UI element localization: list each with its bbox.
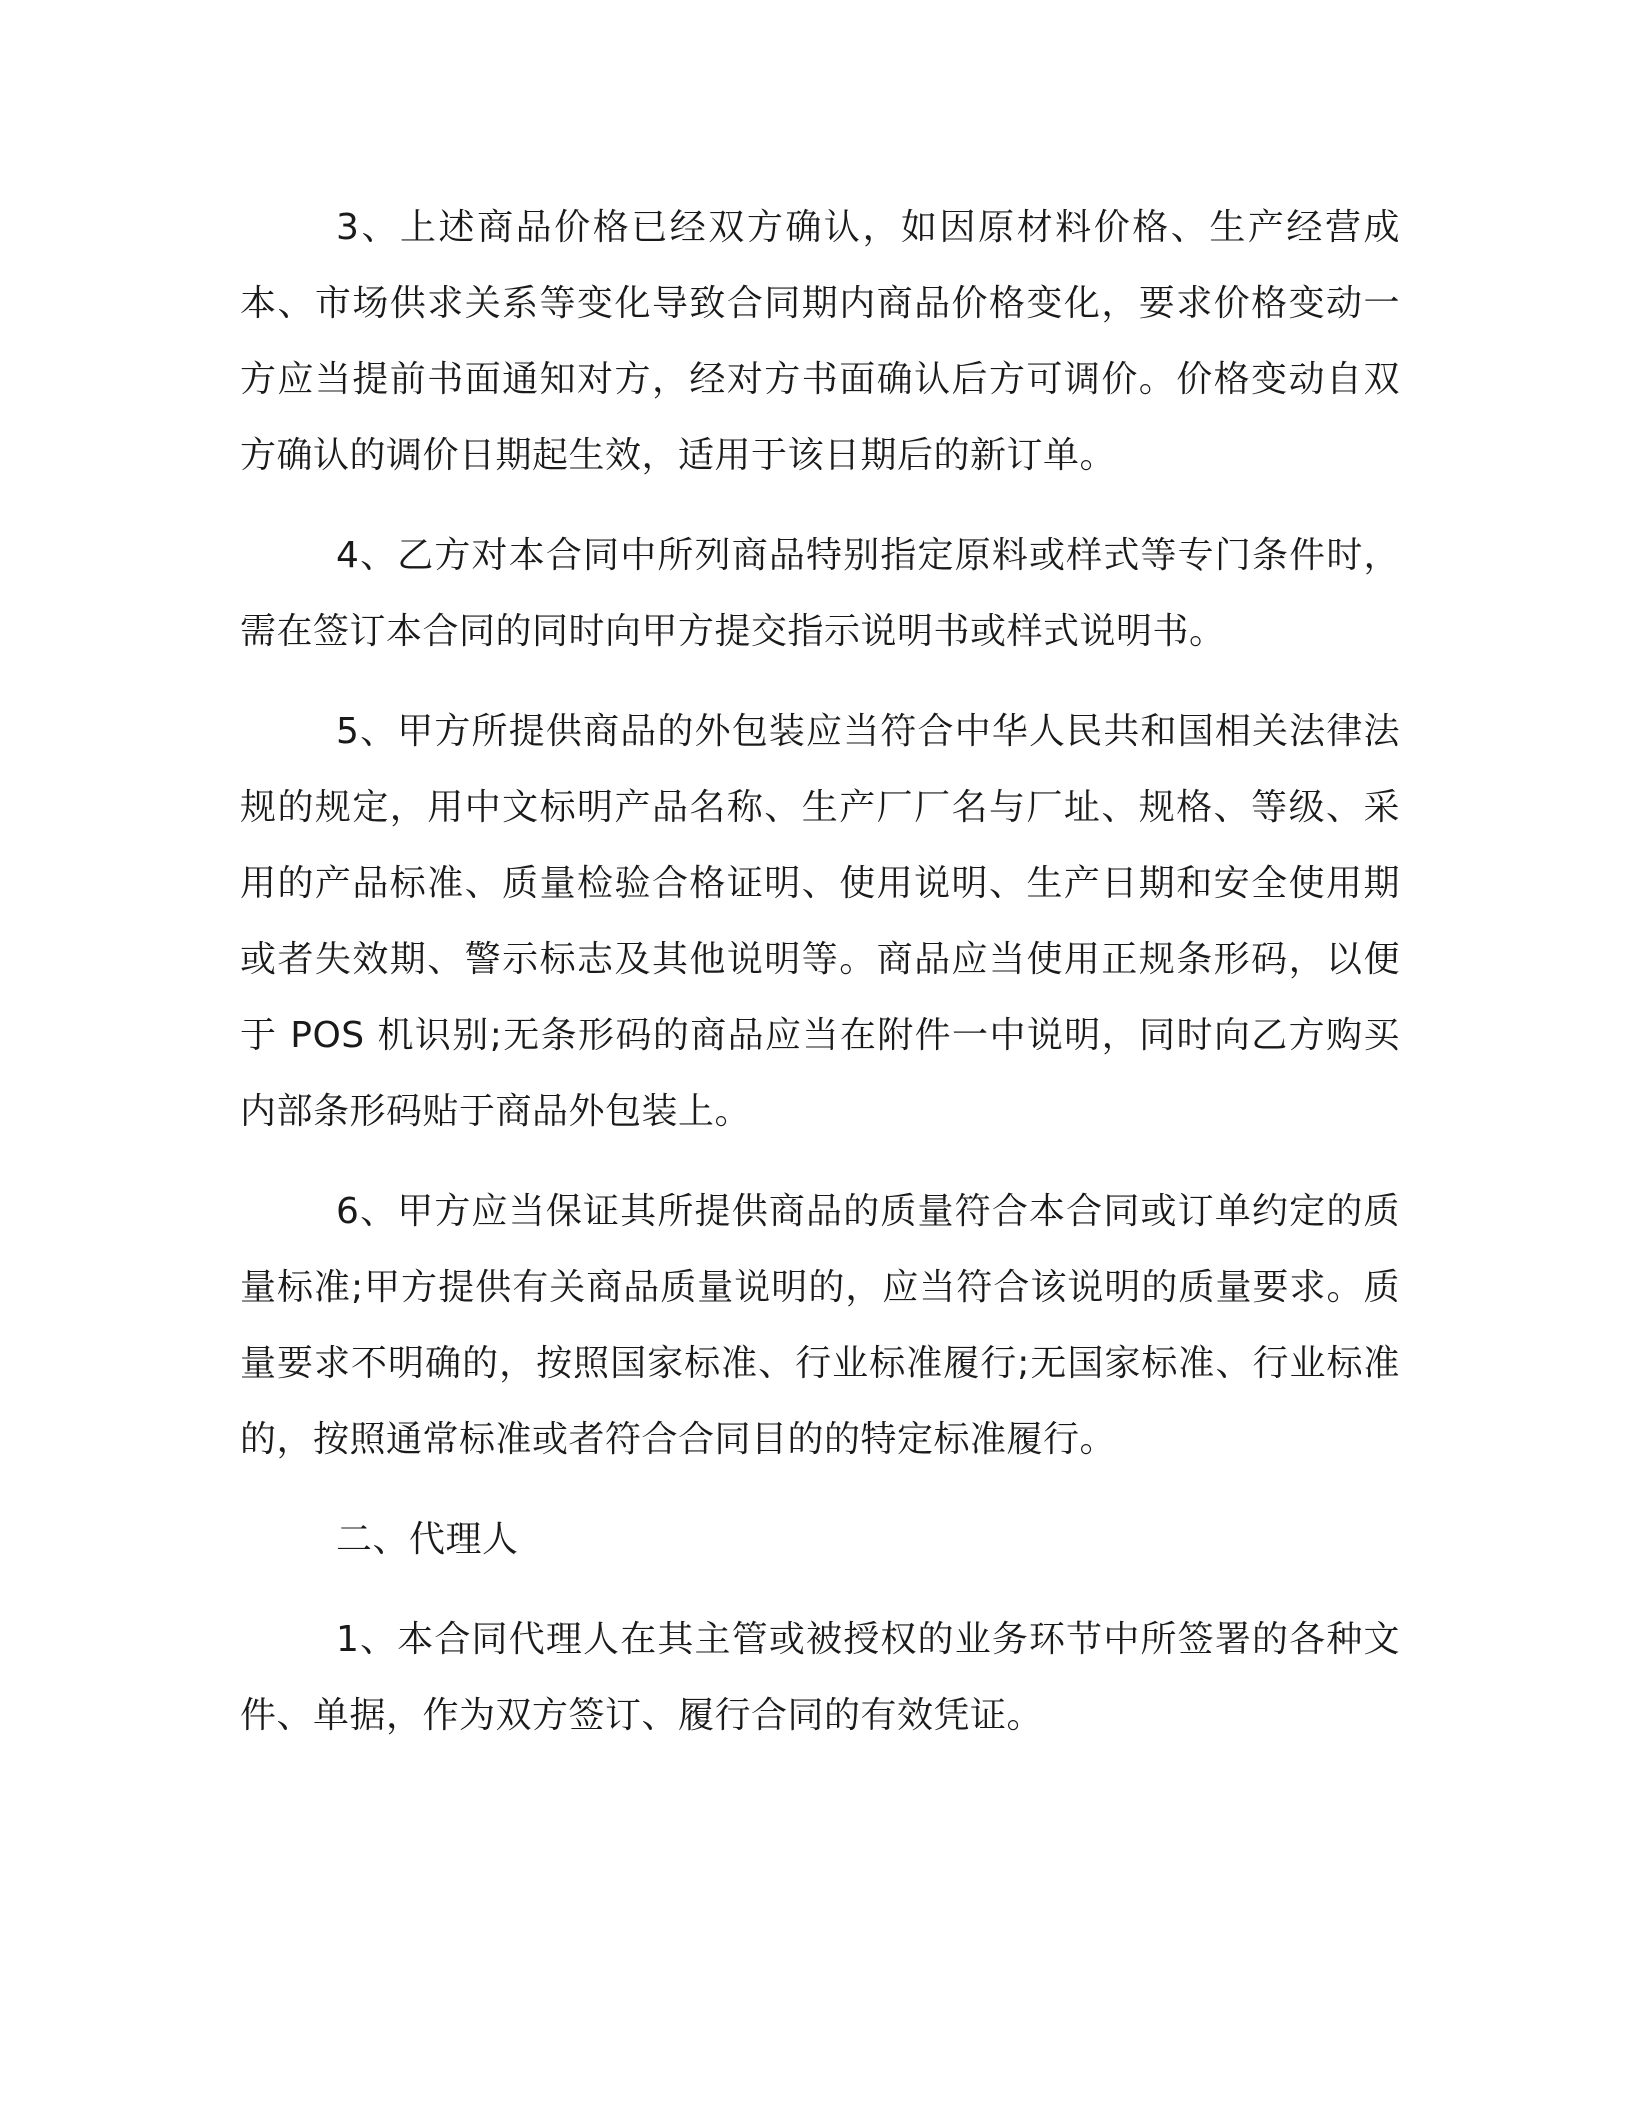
clause-3-paragraph: 3、上述商品价格已经双方确认，如因原材料价格、生产经营成本、市场供求关系等变化导致合同期内商品价格变化，要求价格变动一方应当提前书面通知对方，经对方书面确认后方可调价。价格变动自双方确认的调价日期起生效，适用于该日期后的新订单。 bbox=[240, 207, 1400, 476]
document-body bbox=[240, 190, 1400, 1778]
section-heading: 二、代理人 bbox=[336, 1519, 519, 1560]
clause-5-paragraph: 5、甲方所提供商品的外包装应当符合中华人民共和国相关法律法规的规定，用中文标明产品名称、生产厂厂名与厂址、规格、等级、采用的产品标准、质量检验合格证明、使用说明、生产日期和安全使用期或者失效期、警示标志及其他说明等。商品应当使用正规条形码，以便于 POS 机识别;无条形码的商品应当在附件一中说明，同时向乙方购买内部条形码贴于商品外包装上。 bbox=[240, 711, 1400, 1132]
agent-clause-1-paragraph: 1、本合同代理人在其主管或被授权的业务环节中所签署的各种文件、单据，作为双方签订、履行合同的有效凭证。 bbox=[240, 1619, 1400, 1736]
clause-4-paragraph: 4、乙方对本合同中所列商品特别指定原料或样式等专门条件时，需在签订本合同的同时向甲方提交指示说明书或样式说明书。 bbox=[240, 535, 1400, 652]
clause-6-paragraph: 6、甲方应当保证其所提供商品的质量符合本合同或订单约定的质量标准;甲方提供有关商品质量说明的，应当符合该说明的质量要求。质量要求不明确的，按照国家标准、行业标准履行;无国家标准、行业标准的，按照通常标准或者符合合同目的的特定标准履行。 bbox=[240, 1191, 1400, 1460]
